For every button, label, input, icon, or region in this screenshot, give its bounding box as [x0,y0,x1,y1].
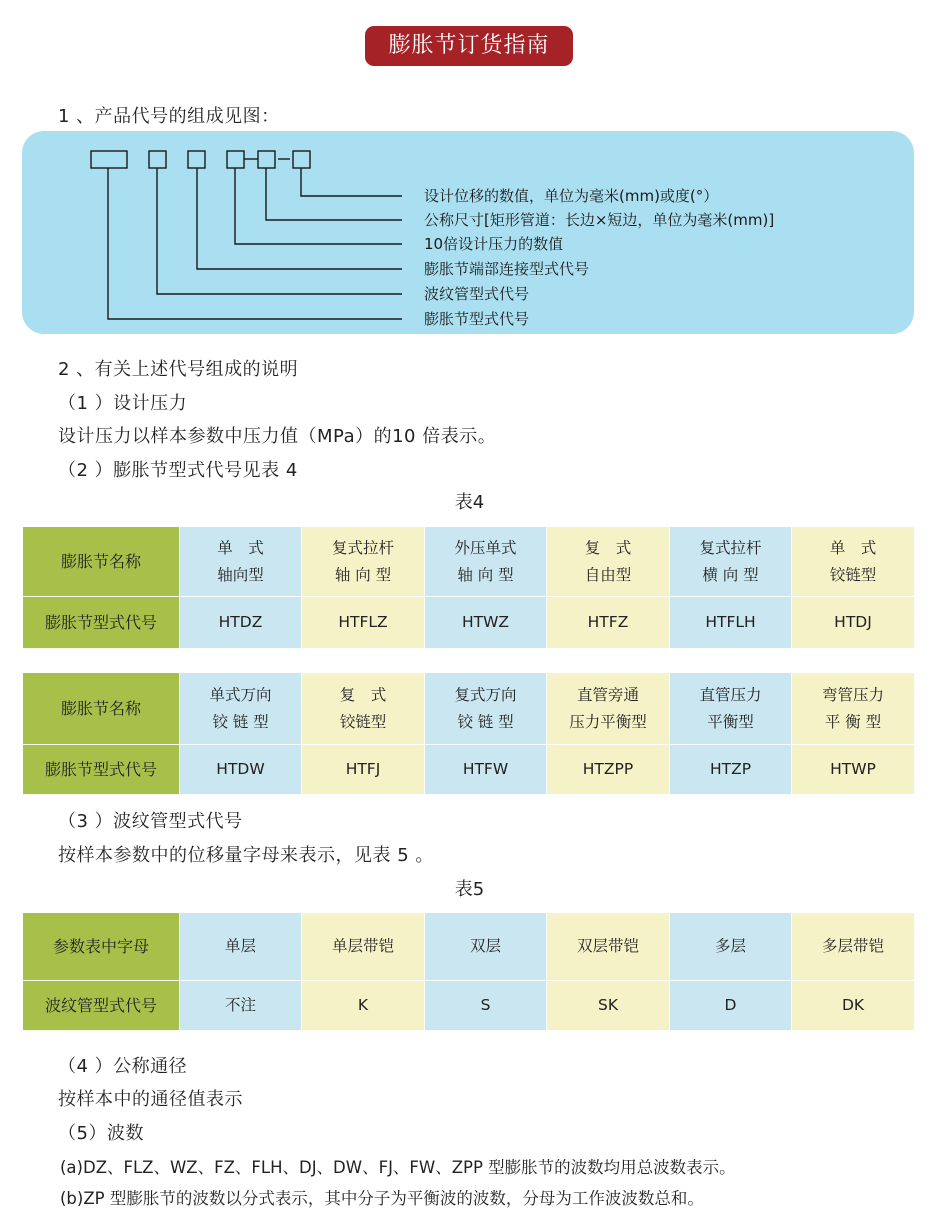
table-cell: 单层 [180,913,302,981]
table5-caption: 表5 [454,879,485,900]
table-cell: HTDJ [792,597,915,649]
item3-heading: （3 ）波纹管型式代号 [58,811,243,832]
table-cell: HTFLH [670,597,792,649]
item3-text: 按样本参数中的位移量字母来表示，见表 5 。 [58,845,434,866]
item1-text: 设计压力以样本参数中压力值（MPa）的10 倍表示。 [58,426,497,447]
code-composition-diagram [22,131,914,334]
table-row [23,745,915,795]
table4-part-a [22,526,915,649]
table-cell: 单 式 轴向型 [180,527,302,597]
table-row [23,597,915,649]
table-cell: 复 式 自由型 [547,527,670,597]
table-cell: 复式拉杆 轴 向 型 [302,527,425,597]
section2-heading: 2 、有关上述代号组成的说明 [58,359,299,380]
table-cell: HTWZ [425,597,547,649]
table-cell: DK [792,981,915,1031]
table-cell: 单层带铠 [302,913,425,981]
table4-caption: 表4 [454,492,485,513]
table-row [23,527,915,597]
table-cell: 多层带铠 [792,913,915,981]
table-cell: HTDZ [180,597,302,649]
row-header-code: 波纹管型式代号 [23,981,180,1031]
item2-heading: （2 ）膨胀节型式代号见表 4 [58,460,298,481]
table-cell: HTZPP [547,745,670,795]
item5-a: (a)DZ、FLZ、WZ、FZ、FLH、DJ、DW、FJ、FW、ZPP 型膨胀节的波数均用总波数表示。 [60,1158,736,1177]
table-cell: 复 式 铰链型 [302,673,425,745]
code-label-pressure: 10倍设计压力的数值 [424,235,564,253]
code-label-bellows-type: 波纹管型式代号 [424,285,530,303]
item5-heading: （5）波数 [58,1123,144,1144]
table-cell: D [670,981,792,1031]
item4-heading: （4 ）公称通径 [58,1056,188,1077]
table-cell: 单 式 铰链型 [792,527,915,597]
table-cell: 双层 [425,913,547,981]
table-row [23,981,915,1031]
row-header-code: 膨胀节型式代号 [23,745,180,795]
row-header-name: 膨胀节名称 [23,673,180,745]
code-label-end-connection: 膨胀节端部连接型式代号 [424,260,590,278]
item4-text: 按样本中的通径值表示 [58,1089,243,1110]
table-cell: 弯管压力 平 衡 型 [792,673,915,745]
code-label-joint-type: 膨胀节型式代号 [424,310,530,328]
table-cell: HTZP [670,745,792,795]
table-cell: HTWP [792,745,915,795]
table-cell: 多层 [670,913,792,981]
section1-heading: 1 、产品代号的组成见图： [58,106,280,127]
item5-b: (b)ZP 型膨胀节的波数以分式表示，其中分子为平衡波的波数，分母为工作波波数总和。 [60,1189,704,1208]
table-cell: 直管压力 平衡型 [670,673,792,745]
row-header-letter: 参数表中字母 [23,913,180,981]
code-label-nominal-size: 公称尺寸[矩形管道：长边×短边，单位为毫米(mm)] [424,211,775,229]
table-cell: SK [547,981,670,1031]
code-label-displacement: 设计位移的数值，单位为毫米(mm)或度(°） [424,187,719,205]
page-title: 膨胀节订货指南 [365,26,573,66]
table-cell: HTFW [425,745,547,795]
table-cell: 复式拉杆 横 向 型 [670,527,792,597]
table-cell: 双层带铠 [547,913,670,981]
table5 [22,912,915,1031]
table-row [23,673,915,745]
table-cell: HTDW [180,745,302,795]
table-cell: HTFJ [302,745,425,795]
table-cell: HTFLZ [302,597,425,649]
table-row [23,913,915,981]
table-cell: HTFZ [547,597,670,649]
table-cell: 单式万向 铰 链 型 [180,673,302,745]
table-cell: K [302,981,425,1031]
table-cell: S [425,981,547,1031]
row-header-name: 膨胀节名称 [23,527,180,597]
table4-part-b [22,672,915,795]
item1-heading: （1 ）设计压力 [58,393,188,414]
table-cell: 不注 [180,981,302,1031]
table-cell: 外压单式 轴 向 型 [425,527,547,597]
row-header-code: 膨胀节型式代号 [23,597,180,649]
table-cell: 复式万向 铰 链 型 [425,673,547,745]
table-cell: 直管旁通 压力平衡型 [547,673,670,745]
